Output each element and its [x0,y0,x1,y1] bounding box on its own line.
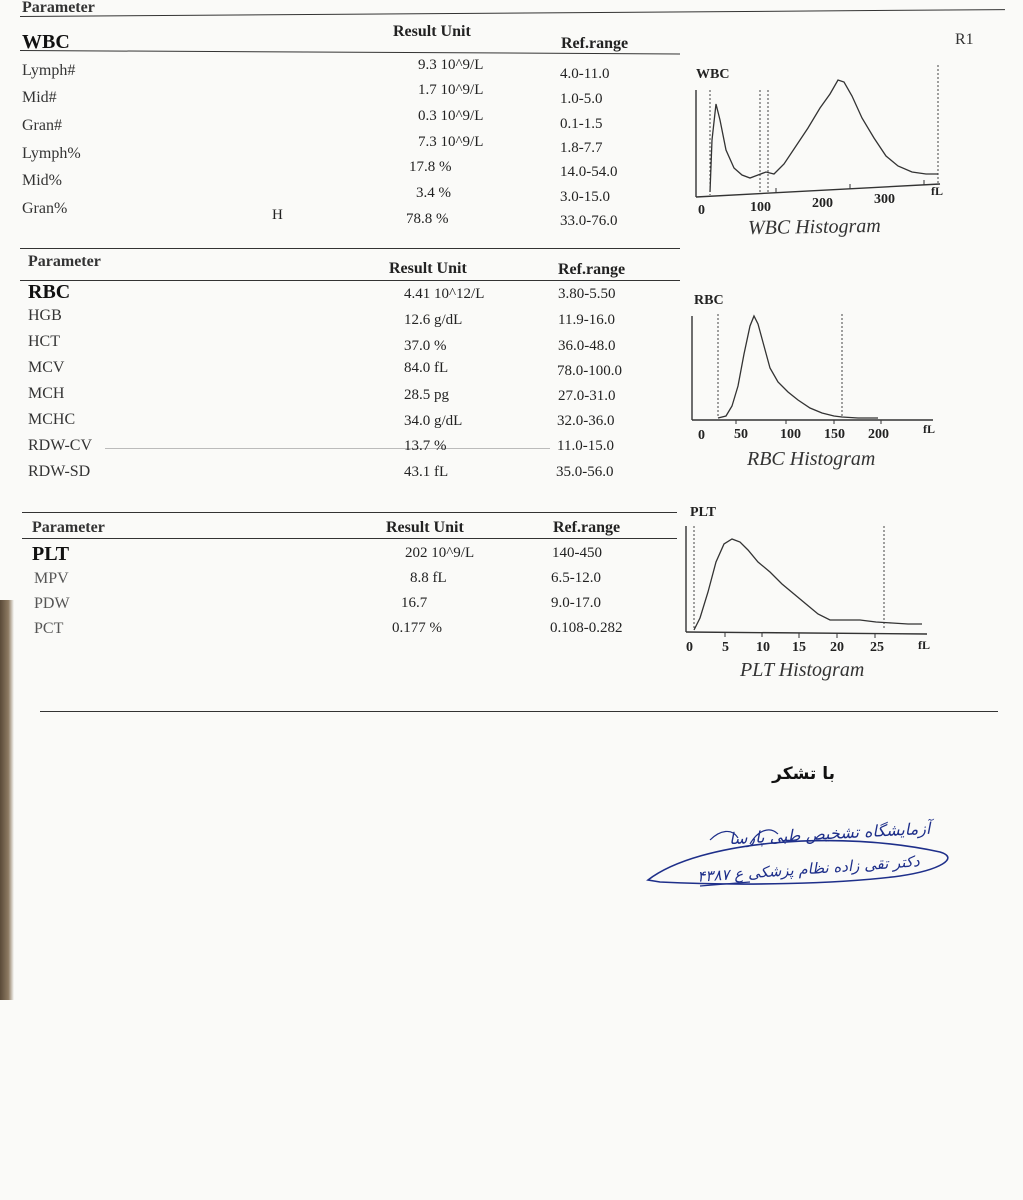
rbc-axis-tick: 100 [780,427,801,442]
photo-background-edge [0,600,14,1000]
rbc-row-ref: 11.0-15.0 [557,438,614,454]
rbc-row-name: MCHC [28,411,76,428]
plt-row-ref: 6.5-12.0 [551,570,601,586]
rbc-axis-tick: 50 [734,427,748,442]
rbc-histogram-plot [688,310,948,430]
rbc-axis-unit: fL [923,422,935,436]
rbc-row-value: 12.6 g/dL [404,312,463,328]
rbc-row-name: MCH [28,385,65,402]
wbc-row-value: 17.8 % [409,159,452,175]
wbc-axis-tick: 200 [812,196,833,211]
plt-row-name: PCT [34,620,64,637]
rbc-row-ref: 3.80-5.50 [558,286,616,302]
rbc-row-value: 4.41 10^12/L [404,286,485,302]
rbc-header-parameter: Parameter [28,253,101,270]
rbc-histogram-title: RBC [694,293,724,308]
wbc-header-rule [20,9,1005,17]
wbc-row-ref: 14.0-54.0 [560,164,618,180]
plt-row-ref: 0.108-0.282 [550,620,623,636]
rbc-histogram-caption: RBC Histogram [747,448,876,470]
wbc-row-name: Gran# [22,117,62,134]
rbc-row-value: 28.5 pg [404,387,449,403]
rbc-row-ref: 11.9-16.0 [558,312,615,328]
stamp-doctor-license: دکتر تقی زاده نظام پزشکی ع ۴۳۸۷ [696,852,921,886]
report-id: R1 [955,31,974,48]
thanks-text: با تشکر [772,764,835,784]
wbc-header-result-unit: Result Unit [393,23,471,40]
wbc-histogram-plot [690,60,950,210]
plt-row-ref: 140-450 [552,545,602,561]
plt-header-ref-range: Ref.range [553,519,621,536]
plt-axis-tick: 5 [722,640,729,655]
rbc-row-name: HGB [28,307,62,324]
rbc-row-rule [105,448,550,449]
wbc-row-name: Lymph# [22,62,76,79]
rbc-axis-tick: 0 [698,428,705,443]
plt-header-result-unit: Result Unit [386,519,464,536]
plt-row-value: 202 10^9/L [405,545,475,561]
plt-axis-tick: 20 [830,640,844,655]
wbc-header-ref-range: Ref.range [561,35,629,52]
rbc-row-name: RDW-CV [28,437,92,454]
wbc-axis-tick: 0 [698,203,705,218]
footer-divider [40,711,998,712]
wbc-row-ref: 1.8-7.7 [560,140,603,156]
wbc-histogram-title: WBC [696,67,730,82]
wbc-row-name: Mid# [22,89,57,106]
wbc-row-value: 7.3 10^9/L [418,134,484,150]
wbc-row-name: Gran% [22,200,68,217]
rbc-row-name: HCT [28,333,60,350]
rbc-row-value: 43.1 fL [404,464,449,480]
rbc-row-value: 84.0 fL [404,360,449,376]
wbc-row-name: Lymph% [22,145,81,162]
rbc-row-value: 37.0 % [404,338,447,354]
rbc-axis-tick: 150 [824,427,845,442]
rbc-header-ref-range: Ref.range [558,261,626,278]
wbc-histogram-caption: WBC Histogram [747,214,881,240]
plt-header-rule [22,512,677,513]
wbc-row-value: 78.8 % [406,211,449,227]
wbc-row-ref: 0.1-1.5 [560,116,603,132]
rbc-header-result-unit: Result Unit [389,260,467,277]
plt-histogram-caption: PLT Histogram [740,659,865,681]
plt-axis-tick: 15 [792,640,806,655]
plt-axis-tick: 0 [686,640,693,655]
rbc-header-underline [20,280,680,281]
plt-header-underline [22,538,677,539]
rbc-axis-tick: 200 [868,427,889,442]
lab-stamp-signature [640,800,960,910]
plt-header-parameter: Parameter [32,519,105,536]
rbc-row-ref: 32.0-36.0 [557,413,615,429]
plt-axis-unit: fL [918,638,930,652]
wbc-row-name: Mid% [22,172,62,189]
plt-row-name: PDW [34,595,70,612]
plt-row-name: MPV [34,570,69,587]
rbc-row-name: MCV [28,359,65,376]
wbc-row-ref: 1.0-5.0 [560,91,603,107]
wbc-header-parameter: Parameter [22,0,95,16]
wbc-row-ref: 33.0-76.0 [560,213,618,229]
rbc-row-ref: 27.0-31.0 [558,388,616,404]
wbc-row-value: 1.7 10^9/L [418,82,484,98]
plt-row-ref: 9.0-17.0 [551,595,601,611]
plt-histogram-plot [682,522,942,642]
plt-axis-tick: 25 [870,640,884,655]
rbc-header-rule [20,248,680,249]
rbc-row-value: 13.7 % [404,438,447,454]
wbc-axis-unit: fL [931,184,943,198]
stamp-lab-name: آزمایشگاه تشخیص طبی پارسا [728,818,931,849]
rbc-row-ref: 36.0-48.0 [558,338,616,354]
wbc-row-ref: 4.0-11.0 [560,66,610,82]
wbc-group-name: WBC [22,31,70,53]
plt-axis-tick: 10 [756,640,770,655]
plt-row-value: 0.177 % [392,620,442,636]
plt-histogram-title: PLT [690,505,716,520]
wbc-high-flag: H [272,207,283,223]
rbc-row-ref: 78.0-100.0 [557,363,622,379]
wbc-axis-tick: 300 [874,192,895,207]
plt-group-name: PLT [32,543,70,565]
rbc-group-name: RBC [28,281,71,303]
rbc-row-value: 34.0 g/dL [404,413,463,429]
wbc-row-value: 0.3 10^9/L [418,108,484,124]
plt-row-value: 8.8 fL [410,570,447,586]
rbc-row-name: RDW-SD [28,463,91,480]
wbc-axis-tick: 100 [750,200,771,215]
plt-row-value: 16.7 [401,595,428,611]
wbc-row-value: 3.4 % [416,185,451,201]
wbc-row-ref: 3.0-15.0 [560,189,610,205]
rbc-row-ref: 35.0-56.0 [556,464,614,480]
wbc-row-value: 9.3 10^9/L [418,57,484,73]
